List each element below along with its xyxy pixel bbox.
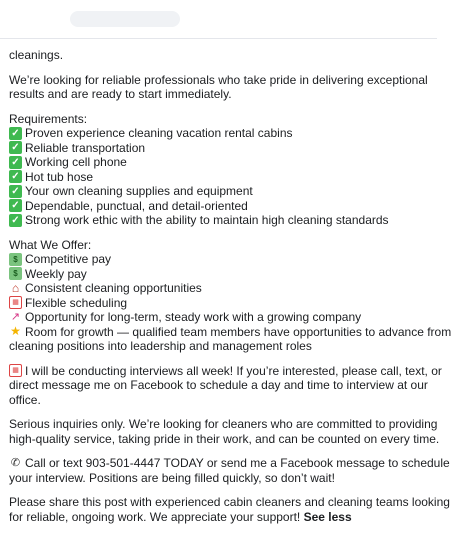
requirements-section (9, 112, 429, 228)
offer-item (9, 310, 429, 325)
check-icon: ✓ (9, 214, 22, 227)
offers-heading: What We Offer: (9, 237, 92, 252)
text-line: results and are ready to start immediately. (9, 87, 232, 101)
text-line: your interview. Positions are being filled quickly, so don’t wait! (9, 470, 335, 485)
contact-paragraph (9, 456, 450, 485)
post-body (9, 48, 451, 534)
interviews-line (9, 363, 442, 379)
check-icon: ✓ (9, 185, 22, 198)
offer-text: Competitive pay (25, 252, 112, 266)
text-line: direct message me on Facebook to schedule a day and time to interview at our (9, 378, 428, 392)
text-line: cleaning positions into leadership and management roles (9, 339, 312, 353)
check-icon: ✓ (9, 141, 22, 154)
share-text: for reliable, ongoing work. We appreciate your support! (9, 509, 304, 524)
requirement-text: Reliable transportation (25, 140, 146, 155)
check-icon: ✓ (9, 170, 22, 183)
text-line: Please share this post with experienced cabin cleaners and cleaning teams looking (9, 495, 450, 509)
text-line: cleanings. (9, 48, 64, 62)
requirement-item (9, 126, 429, 141)
offers-section (9, 237, 451, 354)
offer-text: Consistent cleaning opportunities (25, 281, 202, 295)
money-icon: $ (9, 267, 22, 280)
requirement-item (9, 199, 429, 214)
requirement-item (9, 184, 429, 199)
requirement-item (9, 213, 429, 228)
star-icon: ★ (10, 324, 21, 338)
contact-line (9, 456, 450, 471)
offer-text (9, 324, 451, 354)
see-less-link[interactable]: See less (303, 509, 352, 524)
requirement-text: Your own cleaning supplies and equipment (25, 184, 253, 198)
house-icon: ⌂ (11, 280, 20, 295)
text-line: I will be conducting interviews all week! If you’re interested, please call, text, or (25, 363, 442, 378)
offer-text: Opportunity for long-term, steady work with a growing company (25, 310, 362, 324)
text-line: high-quality service, taking pride in their work, and can be counted on every time. (9, 431, 440, 446)
header-placeholder (70, 11, 180, 27)
requirement-text: Working cell phone (25, 155, 127, 169)
text-line: Call or text 903-501-4447 TODAY or send me a Facebook message to schedule (25, 456, 450, 470)
requirement-item (9, 155, 429, 170)
offer-item (9, 267, 429, 282)
text-line: Serious inquiries only. We’re looking for cleaners who are committed to providing (9, 417, 438, 431)
text-line: office. (9, 392, 41, 407)
calendar-icon: ▦ (9, 364, 22, 377)
check-icon: ✓ (9, 199, 22, 212)
offer-item (9, 252, 429, 267)
offer-item (9, 296, 429, 311)
money-icon: $ (9, 253, 22, 266)
requirements-heading: Requirements: (9, 111, 88, 126)
calendar-icon: ▦ (9, 296, 22, 309)
intro-paragraph (9, 73, 429, 102)
trend-icon: ↗ (10, 310, 21, 323)
offer-item (9, 281, 429, 296)
text-line: Room for growth — qualified team members have opportunities to advance from (25, 324, 451, 339)
offer-text: Flexible scheduling (25, 295, 128, 310)
offer-text: Weekly pay (25, 266, 87, 281)
cleanings-tail (9, 48, 429, 63)
requirement-text: Proven experience cleaning vacation rental cabins (25, 126, 293, 140)
share-paragraph (9, 495, 450, 524)
requirement-text: Dependable, punctual, and detail-oriented (25, 198, 248, 213)
phone-icon: ✆ (10, 456, 21, 469)
requirement-item (9, 141, 429, 156)
text-line (9, 510, 429, 525)
offer-item (9, 324, 451, 354)
requirement-text: Strong work ethic with the ability to maintain high cleaning standards (25, 213, 389, 227)
requirement-item (9, 170, 429, 185)
check-icon: ✓ (9, 127, 22, 140)
serious-paragraph (9, 417, 440, 446)
check-icon: ✓ (9, 156, 22, 169)
top-bar (0, 0, 437, 39)
interviews-paragraph (9, 363, 442, 408)
requirement-text: Hot tub hose (25, 169, 94, 184)
text-line: We’re looking for reliable professionals who take pride in delivering exceptional (9, 72, 428, 87)
